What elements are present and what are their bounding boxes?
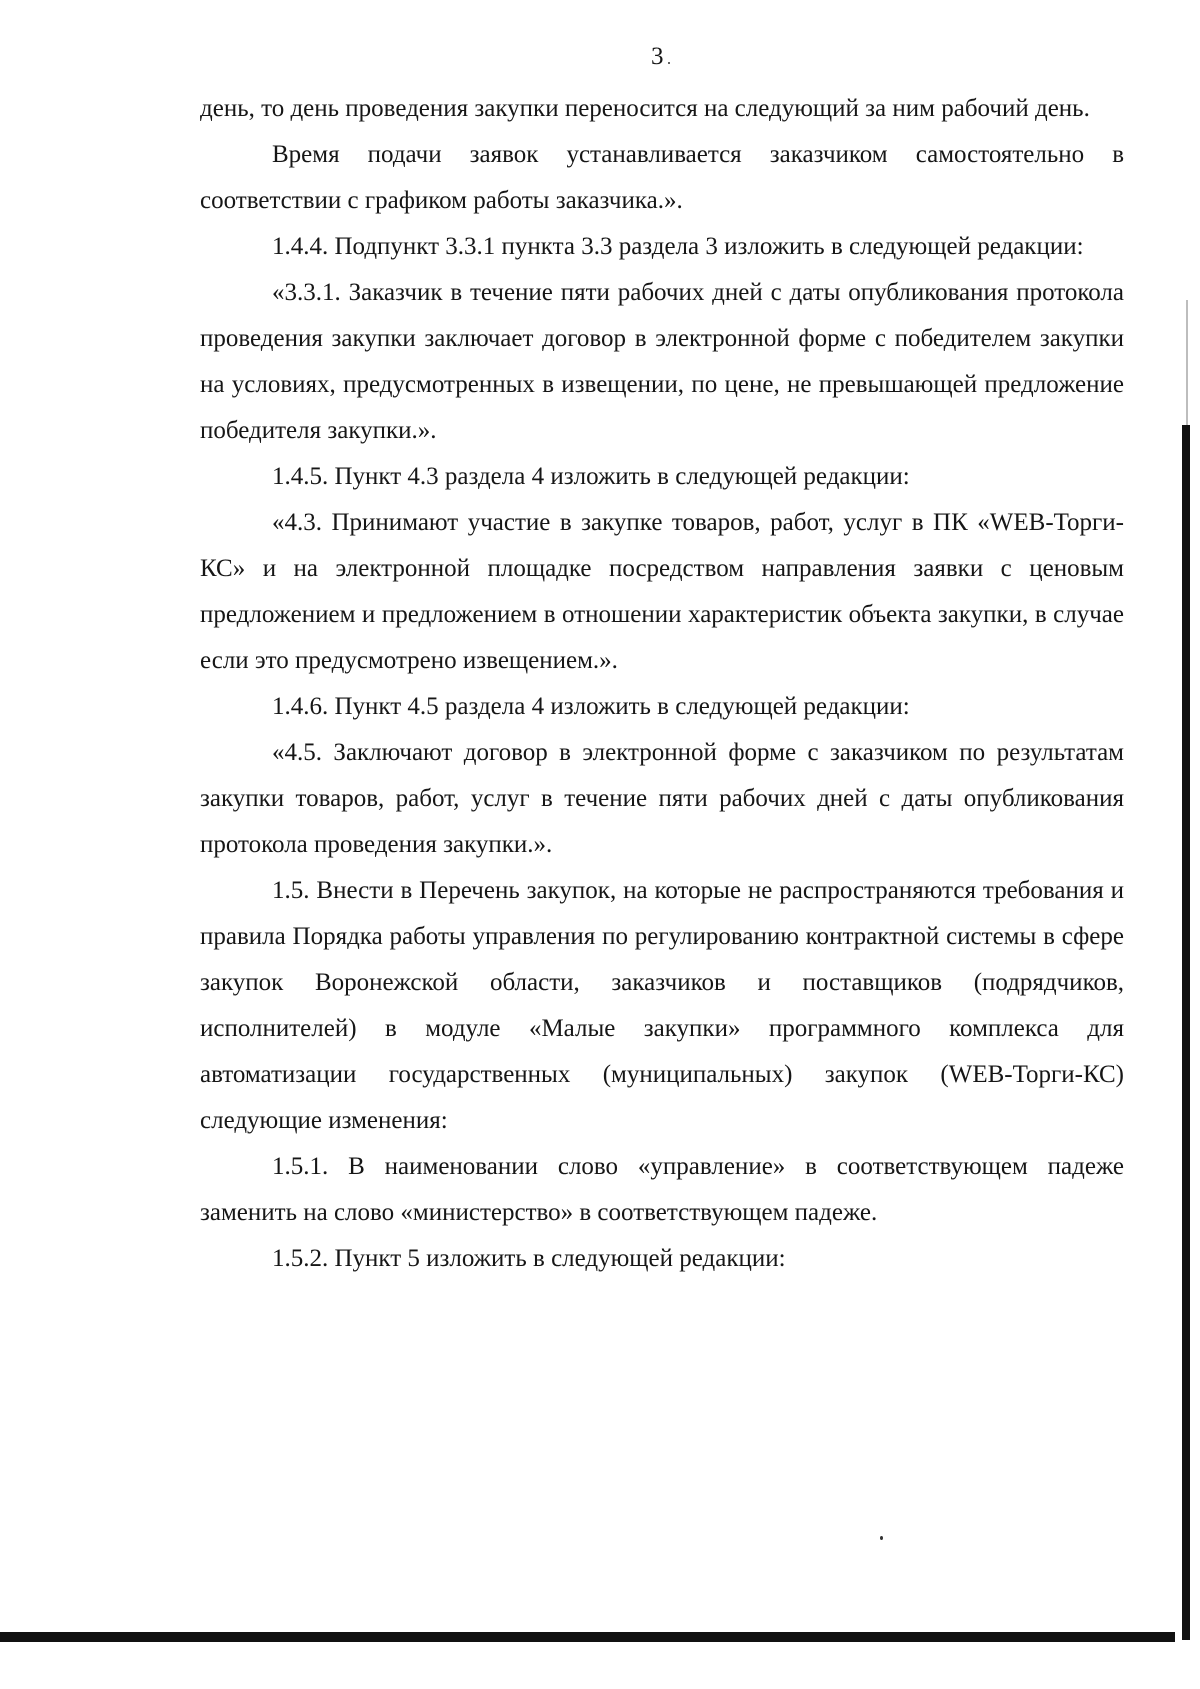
paragraph-7: 1.4.6. Пункт 4.5 раздела 4 изложить в следующей редакции: (272, 693, 910, 720)
scan-speck (668, 62, 670, 64)
page-number: 3 (651, 43, 664, 70)
paragraph-8: «4.5. Заключают договор в электронной форме с заказчиком по результатам закупки товаров, работ, услуг в течение пяти рабочих дней с даты опубликования протокола проведения закупки.». (200, 739, 1124, 858)
scan-edge-right (1182, 425, 1190, 1640)
paragraph-3: 1.4.4. Подпункт 3.3.1 пункта 3.3 раздела 3 изложить в следующей редакции: (272, 233, 1084, 260)
paragraph-5: 1.4.5. Пункт 4.3 раздела 4 изложить в следующей редакции: (272, 463, 910, 490)
paragraph-4: «3.3.1. Заказчик в течение пяти рабочих дней с даты опубликования протокола проведения закупки заключает договор в электронной форме с победителем закупки на условиях, предусмотренных в извещении, по цене, не превышающей предложение победителя закупки.». (200, 279, 1124, 444)
paragraph-1: день, то день проведения закупки переносится на следующий за ним рабочий день. (200, 95, 1090, 122)
paragraph-10: 1.5.1. В наименовании слово «управление» в соответствующем падеже заменить на слово «министерство» в соответствующем падеже. (200, 1153, 1124, 1226)
document-body (200, 86, 1124, 1282)
scan-edge-right-faint (1186, 300, 1188, 425)
scan-speck (880, 1536, 883, 1540)
paragraph-6: «4.3. Принимают участие в закупке товаров, работ, услуг в ПК «WEB-Торги-КС» и на электронной площадке посредством направления заявки с ценовым предложением и предложением в отношении характеристик объекта закупки, в случае если это предусмотрено извещением.». (200, 509, 1124, 674)
scan-edge-bottom (0, 1632, 1175, 1642)
paragraph-2: Время подачи заявок устанавливается заказчиком самостоятельно в соответствии с графиком работы заказчика.». (200, 141, 1124, 214)
paragraph-9: 1.5. Внести в Перечень закупок, на которые не распространяются требования и правила Порядка работы управления по регулированию контрактной системы в сфере закупок Воронежской области, заказчиков и поставщиков (подрядчиков, исполнителей) в модуле «Малые закупки» программного комплекса для автоматизации государственных (муниципальных) закупок (WEB-Торги-КС) следующие изменения: (200, 877, 1124, 1134)
paragraph-11: 1.5.2. Пункт 5 изложить в следующей редакции: (272, 1245, 786, 1272)
